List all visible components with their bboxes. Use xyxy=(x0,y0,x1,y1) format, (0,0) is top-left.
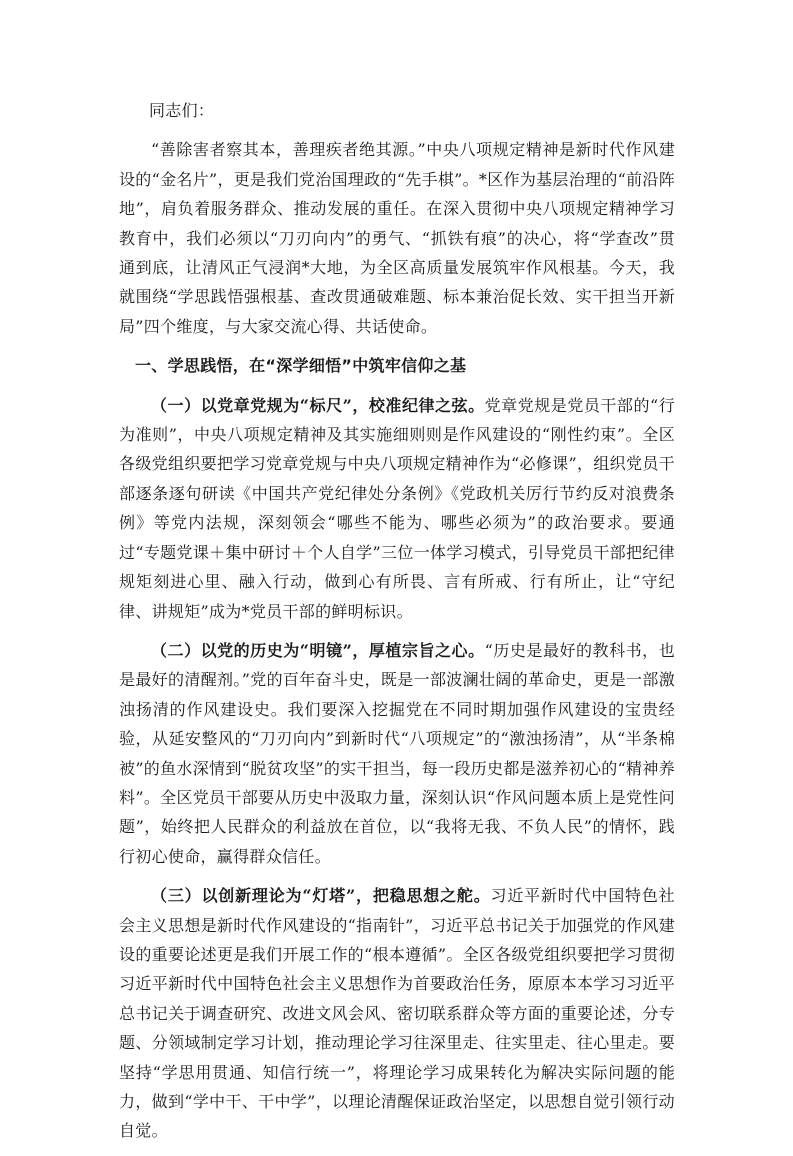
subsection-lead-2: （二）以党的历史为“明镜”，厚植宗旨之心。 xyxy=(151,640,485,660)
subsection-body-2: “历史是最好的教科书，也是最好的清醒剂。”党的百年奋斗史，既是一部波澜壮阔的革命史，更是一部激浊扬清的作风建设史。我们要深入挖掘党在不同时期加强作风建设的宝贵经验，从延安整风的“刀刃向内”到新时代“八项规定”的“激浊扬清”，从“半条棉被”的鱼水深情到“脱贫攻坚”的实干担当，每一段历史都是滋养初心的“精神养料”。全区党员干部要从历史中汲取力量，深刻认识“作风问题本质上是党性问题”，始终把人民群众的利益放在首位，以“我将无我、不负人民”的情怀，践行初心使命，赢得群众信任。 xyxy=(119,640,675,866)
subsection-body-3: 习近平新时代中国特色社会主义思想是新时代作风建设的“指南针”，习近平总书记关于加强党的作风建设的重要论述更是我们开展工作的“根本遵循”。全区各级党组织要把学习贯彻习近平新时代中国特色社会主义思想作为首要政治任务，原原本本学习习近平总书记关于调查研究、改进文风会风、密切联系群众等方面的重要论述，分专题、分领域制定学习计划，推动理论学习往深里走、往实里走、往心里走。要坚持“学思用贯通、知信行统一”，将理论学习成果转化为解决实际问题的能力，做到“学中干、干中学”，以理论清醒保证政治坚定，以思想自觉引领行动自觉。 xyxy=(119,886,675,1141)
subsection-body-1: 党章党规是党员干部的“行为准则”，中央八项规定精神及其实施细则则是作风建设的“刚性约束”。全区各级党组织要把学习党章党规与中央八项规定精神作为“必修课”，组织党员干部逐条逐句研读《中国共产党纪律处分条例》《党政机关厉行节约反对浪费条例》等党内法规，深刻领会“哪些不能为、哪些必须为”的政治要求。要通过“专题党课＋集中研讨＋个人自学”三位一体学习模式，引导党员干部把纪律规矩刻进心里、融入行动，做到心有所畏、言有所戒、行有所止，让“守纪律、讲规矩”成为*党员干部的鲜明标识。 xyxy=(119,395,675,621)
subsection-paragraph-1 xyxy=(119,391,675,626)
document-body xyxy=(119,96,675,1156)
salutation: 同志们： xyxy=(149,101,215,120)
subsection-lead-1: （一）以党章党规为“标尺”，校准纪律之弦。 xyxy=(151,395,485,415)
subsection-paragraph-2 xyxy=(119,636,675,871)
intro-paragraph: “善除害者察其本，善理疾者绝其源。”中央八项规定精神是新时代作风建设的“金名片”，更是我们党治国理政的“先手棋”。*区作为基层治理的“前沿阵地”，肩负着服务群众、推动发展的重任。在深入贯彻中央八项规定精神学习教育中，我们必须以“刀刃向内”的勇气、“抓铁有痕”的决心，将“学查改”贯通到底，让清风正气浸润*大地，为全区高质量发展筑牢作风根基。今天，我就围绕“学思践悟强根基、查改贯通破难题、标本兼治促长效、实干担当开新局”四个维度，与大家交流心得、共话使命。 xyxy=(119,140,675,336)
subsection-paragraph-3 xyxy=(119,881,675,1146)
section-heading: 一、学思践悟，在“深学细悟”中筑牢信仰之基 xyxy=(135,356,467,376)
subsection-lead-3: （三）以创新理论为“灯塔”，把稳思想之舵。 xyxy=(151,886,491,906)
